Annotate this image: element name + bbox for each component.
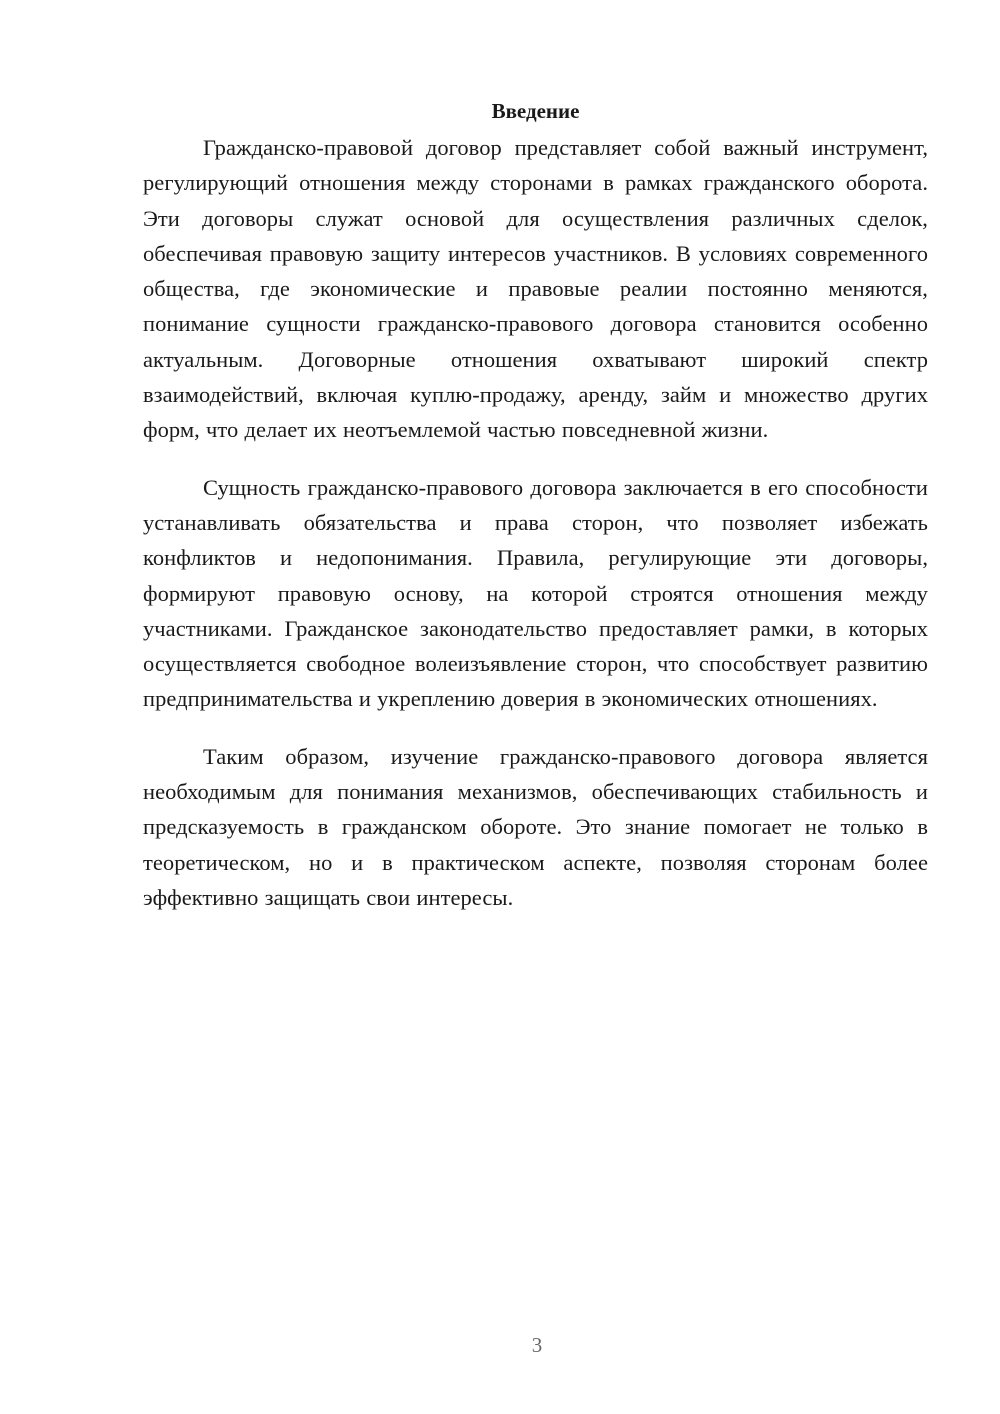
page-content [143,96,928,937]
page-number: 3 [531,1333,543,1357]
paragraph-1: Гражданско-правовой договор представляет собой важный инструмент, регулирующий отношения между сторонами в рамках гражданского оборота. Эти договоры служат основой для осуществления различных сделок, обеспечивая правовую защиту интересов участников. В условиях современного общества, где экономические и правовые реалии постоянно меняются, понимание сущности гражданско-правового договора становится особенно актуальным. Договорные отношения охватывают широкий спектр взаимодействий, включая куплю-продажу, аренду, займ и множество других форм, что делает их неотъемлемой частью повседневной жизни. [143,135,928,443]
paragraph-2: Сущность гражданско-правового договора заключается в его способности устанавливать обязательства и права сторон, что позволяет избежать конфликтов и недопонимания. Правила, регулирующие эти договоры, формируют правовую основу, на которой строятся отношения между участниками. Гражданское законодательство предоставляет рамки, в которых осуществляется свободное волеизъявление сторон, что способствует развитию предпринимательства и укреплению доверия в экономических отношениях. [143,474,928,712]
section-heading: Введение [491,99,580,123]
paragraph-3: Таким образом, изучение гражданско-правового договора является необходимым для понимания механизмов, обеспечивающих стабильность и предсказуемость в гражданском обороте. Это знание помогает не только в теоретическом, но и в практическом аспекте, позволяя сторонам более эффективно защищать свои интересы. [143,743,928,910]
